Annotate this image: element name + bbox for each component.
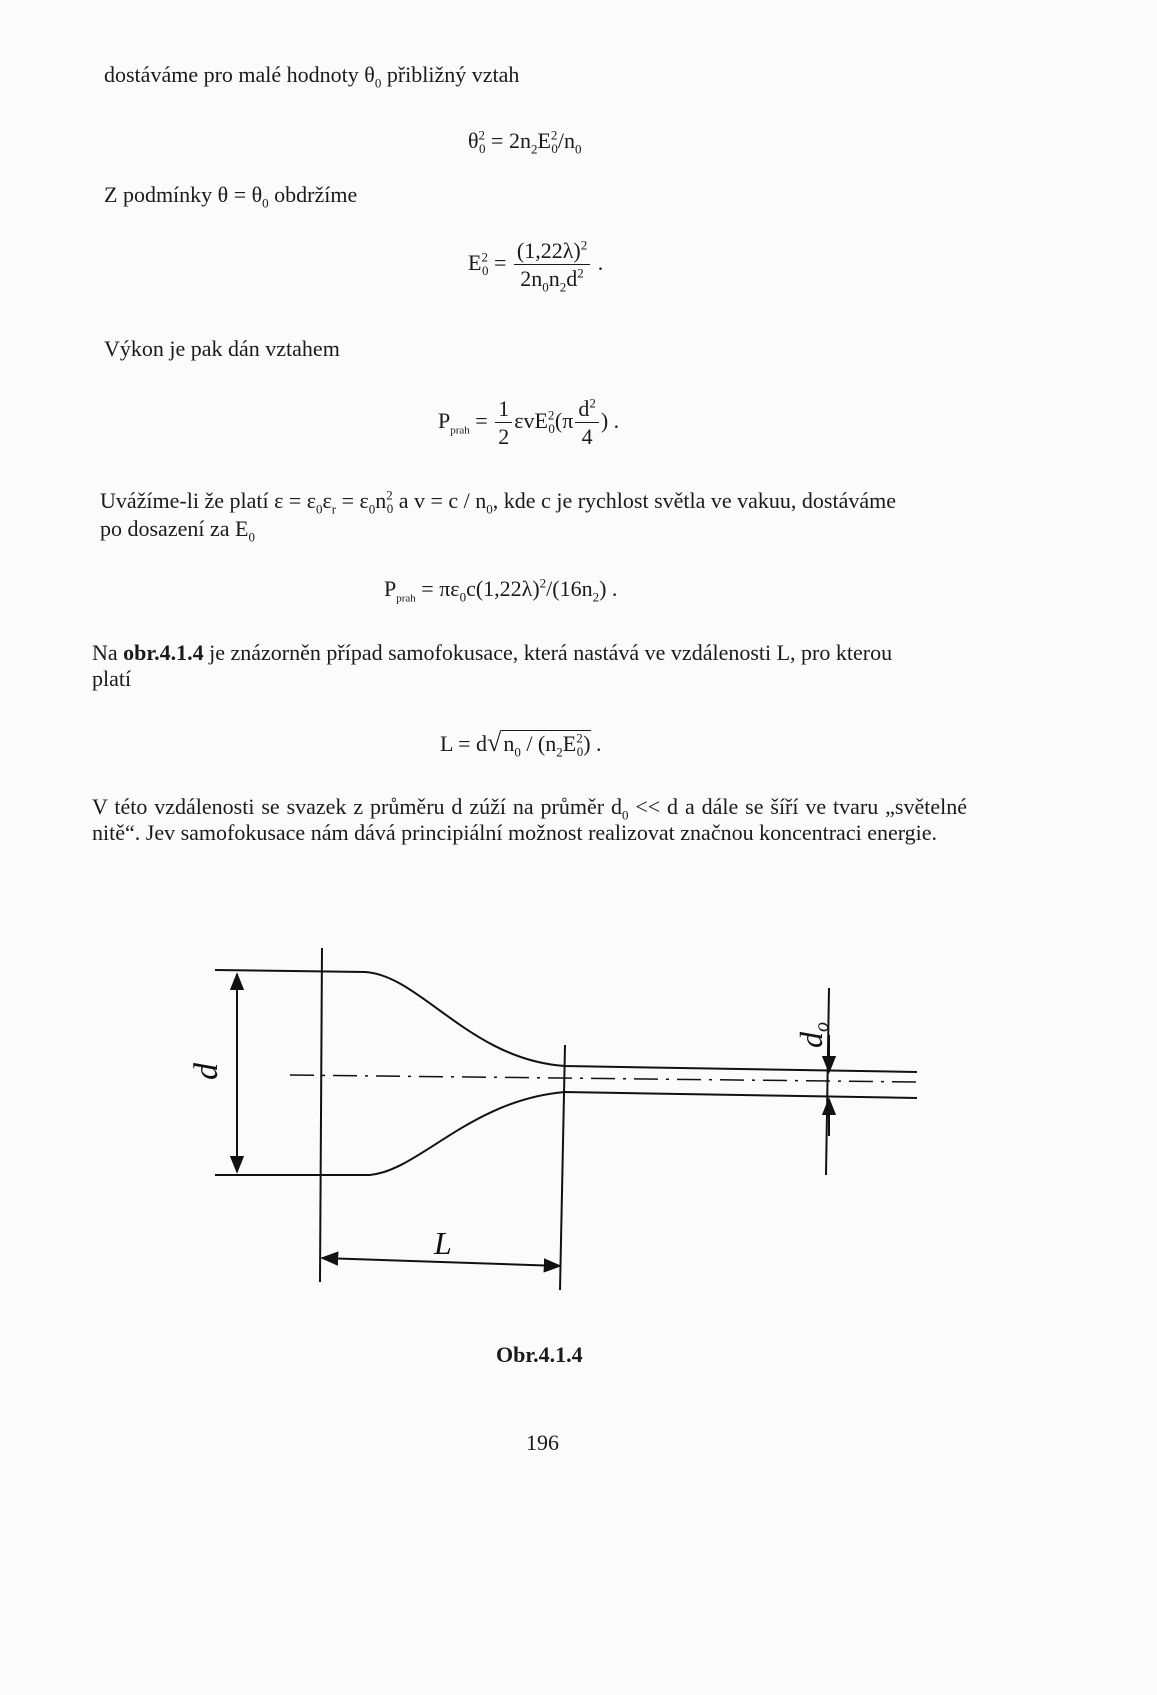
equation-pprah-result: $P_{prah} = \pi\varepsilon_0c(1,22\lambda)^2/(16n_2)$ . bbox=[384, 575, 618, 605]
equation-pprah: $P_{prah}$ = $\frac{1}{2}$ εvE$^2_0$(π $\frac{d^2}{4}$ ) . bbox=[438, 395, 620, 449]
text-plati: platí bbox=[92, 666, 132, 691]
equation-e0: $E^2_0$ = $\frac{(1,22\lambda)^2}{2n_0n_2d^2}$ . bbox=[468, 237, 604, 295]
text-intro: dostáváme pro malé hodnoty $\theta_0$ přibližný vztah bbox=[104, 62, 520, 91]
text-condition: Z podmínky $\theta = \theta_0$ obdržíme bbox=[104, 182, 358, 211]
label-L: L bbox=[434, 1225, 452, 1261]
optical-axis bbox=[290, 1075, 917, 1082]
focus-reference-line bbox=[560, 1045, 565, 1290]
label-d: d bbox=[188, 1063, 225, 1080]
beam-upper-edge bbox=[215, 970, 917, 1072]
label-d0: do bbox=[793, 1022, 833, 1048]
figure-caption: Obr.4.1.4 bbox=[496, 1342, 583, 1367]
text-power: Výkon je pak dán vztahem bbox=[104, 336, 340, 361]
page-number: 196 bbox=[526, 1430, 559, 1455]
text-final-paragraph: V této vzdálenosti se svazek z průměru d zúží na průměr $d_0 << d$ a dále se šíří ve tvaru „světelné nitě“. Jev samofokusace nám dává principiální možnost realizovat značnou koncentraci energie. bbox=[92, 794, 967, 846]
text-consider: Uvážíme-li že platí $\varepsilon = \varepsilon_0\varepsilon_r = \varepsilon_0n^2_0$ a $v = c / n_0$, kde c je rychlost světla ve vakuu, dostáváme bbox=[100, 487, 897, 517]
equation-L: $L = d√n_0 / (n_2E^2_0)$ . bbox=[440, 728, 602, 760]
start-reference-line bbox=[320, 948, 322, 1282]
text-consider-line2: po dosazení za $E_0$ bbox=[100, 516, 255, 545]
equation-theta: $\theta^2_0 = 2n_2E^2_0/n_0$ bbox=[468, 127, 582, 157]
text-na-obr: Na obr.4.1.4 je znázorněn případ samofokusace, která nastává ve vzdálenosti L, pro kterou bbox=[92, 640, 893, 665]
